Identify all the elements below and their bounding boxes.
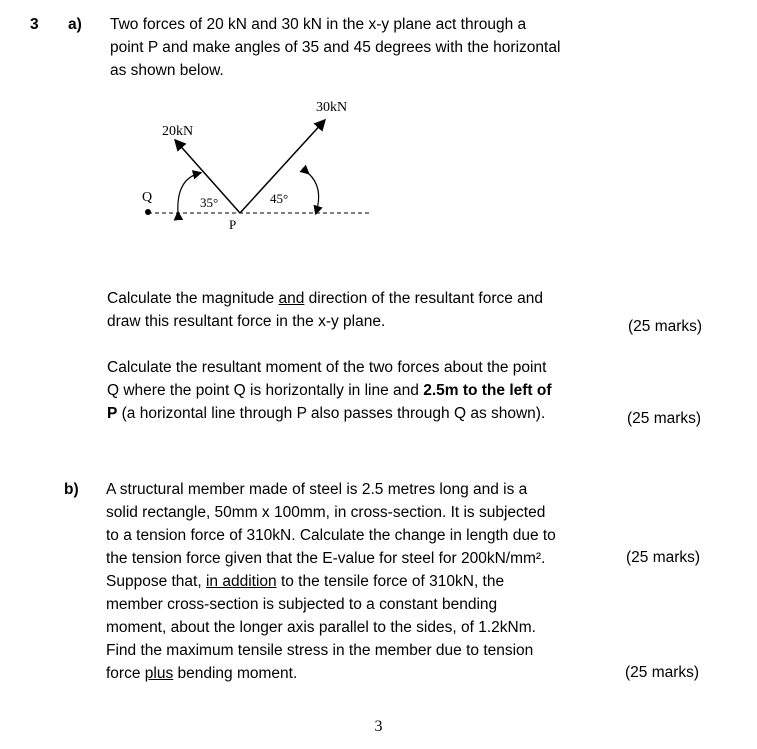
part-b-para1-line-2: solid rectangle, 50mm x 100mm, in cross-section. It is subjected — [106, 504, 546, 521]
point-q-marker — [145, 209, 151, 215]
part-b-para1-marks: (25 marks) — [626, 549, 701, 566]
para2-text: Suppose that, — [106, 573, 206, 590]
task1-line-2: draw this resultant force in the x-y plane. — [107, 313, 386, 330]
angle-45-label: 45° — [270, 191, 289, 206]
force-diagram — [140, 95, 380, 235]
part-b-label: b) — [64, 481, 79, 498]
part-b-para1-line-3: to a tension force of 310kN. Calculate the change in length due to — [106, 527, 556, 544]
part-a-label: a) — [68, 16, 82, 33]
point-p-label: P — [229, 217, 237, 232]
part-b-para2-line-4: Find the maximum tensile stress in the member due to tension — [106, 642, 534, 659]
task2-marks: (25 marks) — [627, 410, 702, 427]
para2-underlined-in-addition: in addition — [205, 573, 277, 590]
force-30kn-label: 30kN — [316, 100, 348, 115]
force-20kn-label: 20kN — [162, 124, 194, 139]
para2-last-text-cont: bending moment. — [173, 665, 298, 682]
page-number: 3 — [374, 718, 383, 735]
para2-last-text: force — [106, 665, 145, 682]
task1-line-1 — [107, 288, 543, 310]
part-a-intro-line-3: as shown below. — [110, 62, 224, 79]
task2-line-3 — [107, 403, 545, 425]
para2-text-cont: to the tensile force of 310kN, the — [276, 573, 505, 590]
task2-bold-p: P — [107, 405, 118, 422]
point-q-label: Q — [142, 190, 153, 205]
part-a-intro-line-2: point P and make angles of 35 and 45 degrees with the horizontal — [110, 39, 561, 56]
part-b-para1-line-4: the tension force given that the E-value for steel for 200kN/mm². — [106, 550, 546, 567]
task2-line-1: Calculate the resultant moment of the two forces about the point — [107, 359, 547, 376]
part-b-para2-marks: (25 marks) — [625, 664, 700, 681]
task2-bold-distance: 2.5m to the left of — [423, 382, 552, 399]
task1-marks: (25 marks) — [628, 318, 703, 335]
part-a-intro-line-1: Two forces of 20 kN and 30 kN in the x-y plane act through a — [110, 16, 527, 33]
angle-arc-left — [178, 173, 200, 213]
angle-35-label: 35° — [200, 195, 219, 210]
task1-text: Calculate the magnitude — [107, 290, 279, 307]
task2-text-cont: (a horizontal line through P also passes through Q as shown). — [117, 405, 546, 422]
part-b-para2-line-3: moment, about the longer axis parallel to the sides, of 1.2kNm. — [106, 619, 536, 636]
task1-text-cont: direction of the resultant force and — [304, 290, 544, 307]
task2-text: Q where the point Q is horizontally in line and — [107, 382, 424, 399]
task2-line-2 — [107, 380, 552, 402]
question-number: 3 — [30, 16, 39, 33]
part-b-para2-line-5 — [106, 663, 297, 685]
angle-arc-right — [308, 173, 319, 213]
para2-underlined-plus: plus — [144, 665, 174, 682]
part-b-para2-line-2: member cross-section is subjected to a constant bending — [106, 596, 498, 613]
part-b-para1-line-1: A structural member made of steel is 2.5 metres long and is a — [106, 481, 528, 498]
part-b-para2-line-1 — [106, 571, 504, 593]
task1-underlined-and: and — [278, 290, 305, 307]
